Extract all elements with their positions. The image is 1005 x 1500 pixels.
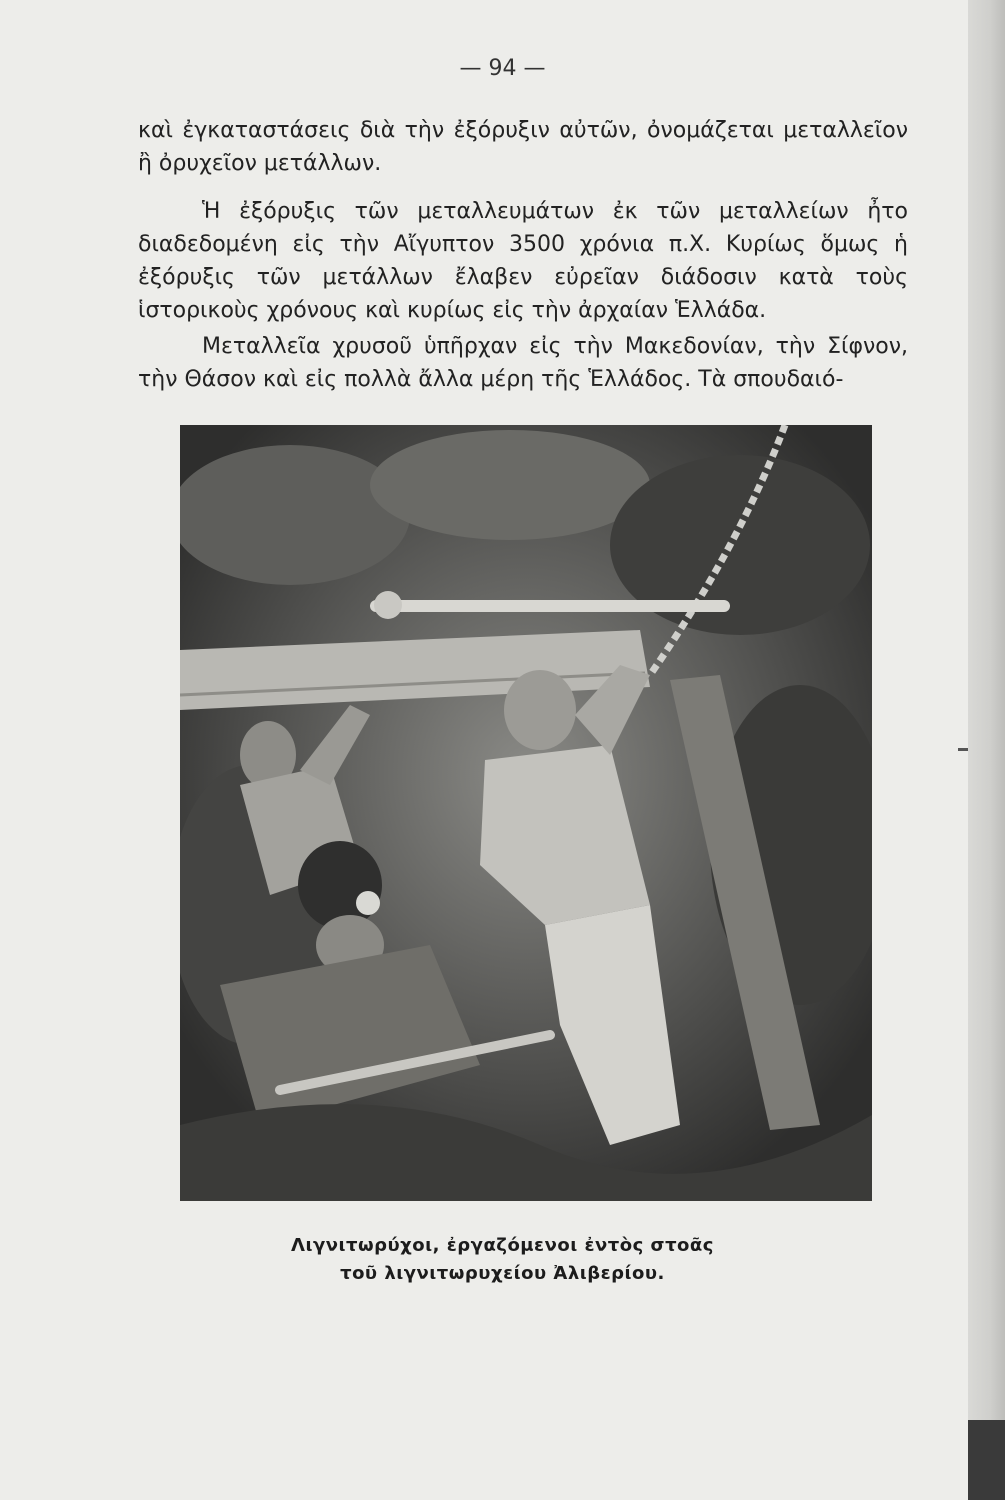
upper-pole xyxy=(370,600,730,612)
background-surface xyxy=(968,0,1005,1500)
photo-caption xyxy=(0,1232,1005,1288)
rock-shape xyxy=(180,445,410,585)
pole-knot xyxy=(374,591,402,619)
caption-line-2: τοῦ λιγνιτωρυχείου Ἀλιβερίου. xyxy=(340,1263,665,1284)
rock-shape xyxy=(370,430,650,540)
paragraph-1 xyxy=(138,114,908,180)
paragraph-1-text: καὶ ἐγκαταστάσεις διὰ τὴν ἐξόρυξιν αὐτῶν, ὀνομάζεται μεταλλεῖον ἢ ὀρυχεῖον μετάλλων. xyxy=(138,118,908,176)
caption-line-1: Λιγνιτωρύχοι, ἐργαζόμενοι ἐντὸς στοᾶς xyxy=(291,1235,714,1256)
paragraph-2 xyxy=(138,195,908,327)
photo-illustration xyxy=(180,425,872,1201)
paragraph-2-text: Ἡ ἐξόρυξις τῶν μεταλλευμάτων ἐκ τῶν μεταλλείων ἦτο διαδεδομένη εἰς τὴν Αἴγυπτον 3500 χρόνια π.Χ. Κυρίως ὅμως ἡ ἐξόρυξις τῶν μετάλλων ἔλαβεν εὐρεῖαν διάδοσιν κατὰ τοὺς ἱστορικοὺς χρόνους καὶ κυρίως εἰς τὴν ἀρχαίαν Ἑλλάδα. xyxy=(138,199,908,323)
miner-head xyxy=(504,670,576,750)
miners-photograph xyxy=(180,425,872,1201)
helmet-lamp xyxy=(356,891,380,915)
background-dark-corner xyxy=(968,1420,1005,1500)
paragraph-3 xyxy=(138,330,908,396)
page-number: — 94 — xyxy=(459,56,546,81)
miner-helmet xyxy=(298,841,382,929)
paragraph-3-text: Μεταλλεῖα χρυσοῦ ὑπῆρχαν εἰς τὴν Μακεδονίαν, τὴν Σίφνον, τὴν Θάσον καὶ εἰς πολλὰ ἄλλα μέρη τῆς Ἑλλάδος. Τὰ σπουδαιό- xyxy=(138,334,908,392)
